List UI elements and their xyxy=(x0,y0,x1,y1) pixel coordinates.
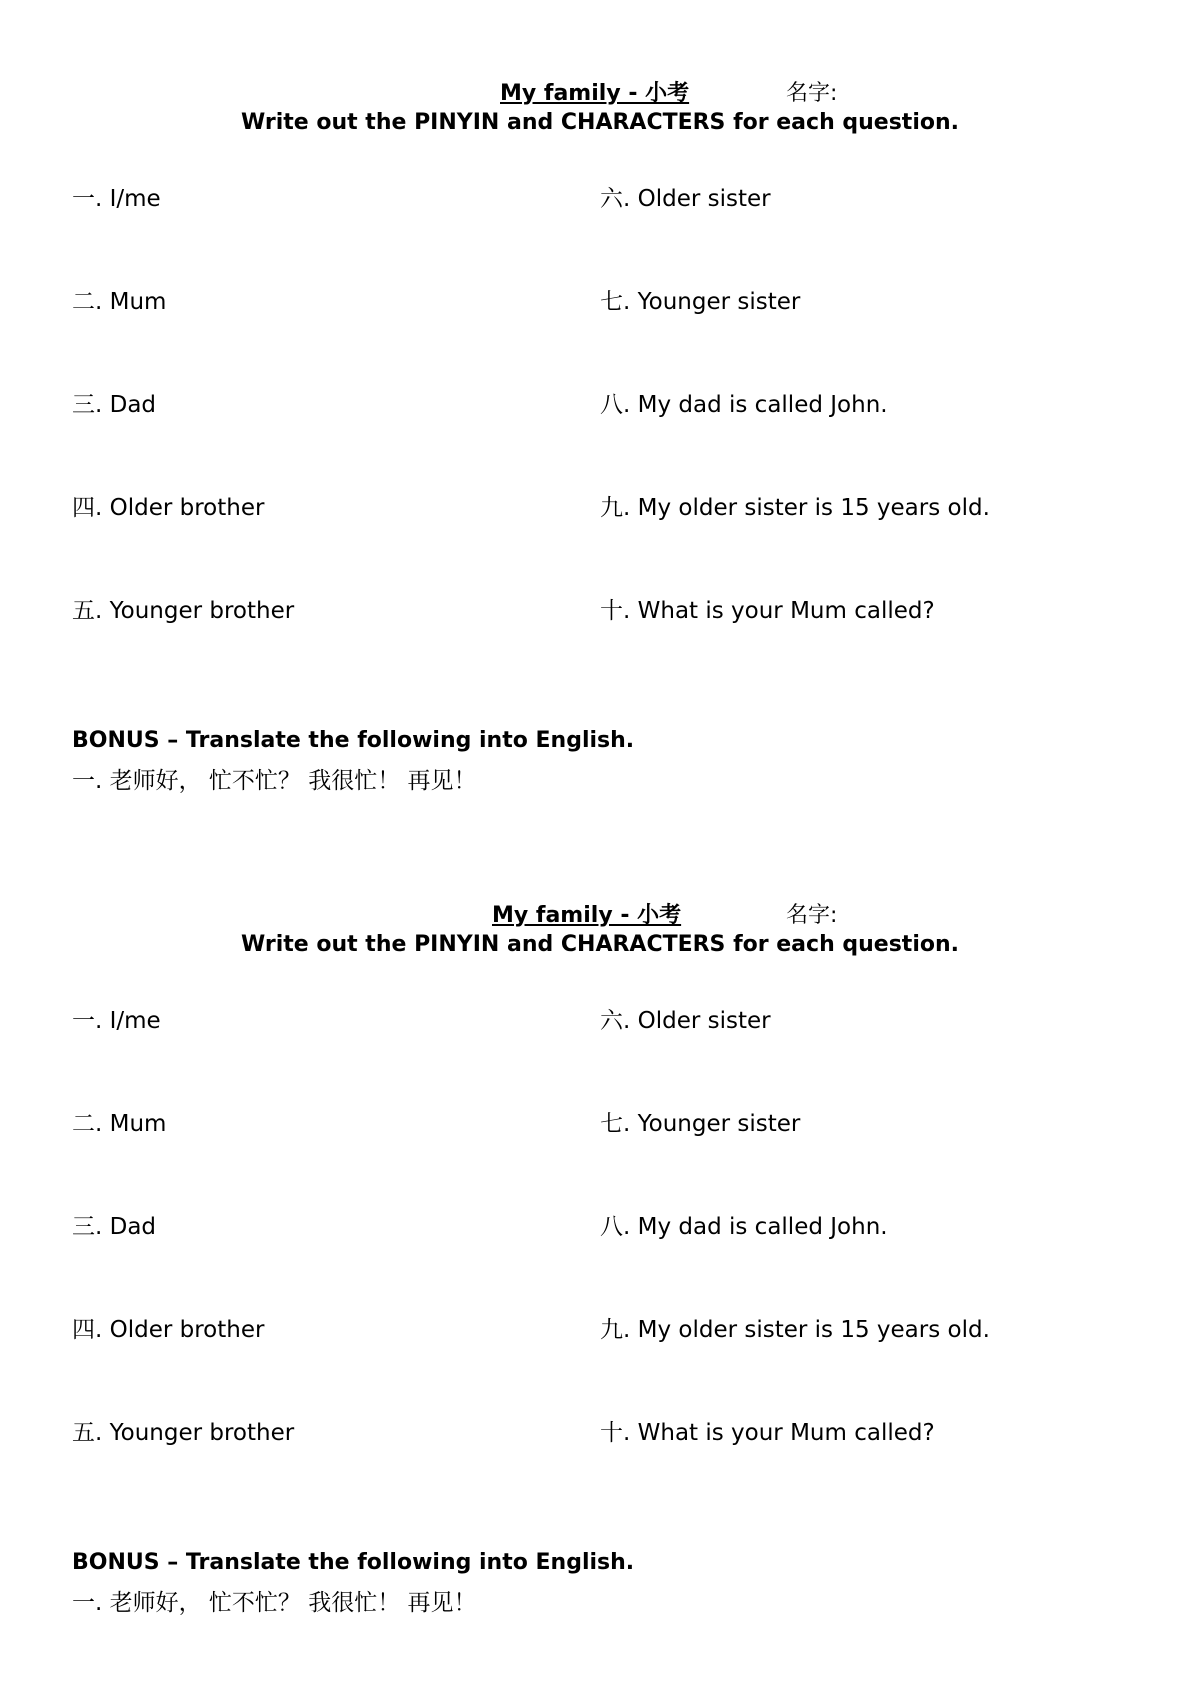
question-8: 八. My dad is called John. xyxy=(600,1214,888,1240)
question-5: 五. Younger brother xyxy=(72,1420,295,1446)
bonus-question: 一. 老师好， 忙不忙？ 我很忙！ 再见！ xyxy=(72,1590,477,1616)
worksheet-2 xyxy=(0,822,1200,1622)
worksheet-1 xyxy=(0,0,1200,800)
worksheet-title: My family - 小考 xyxy=(500,81,690,106)
question-6: 六. Older sister xyxy=(600,186,771,212)
question-3: 三. Dad xyxy=(72,392,157,418)
bonus-question: 一. 老师好， 忙不忙？ 我很忙！ 再见！ xyxy=(72,768,477,794)
question-4: 四. Older brother xyxy=(72,1317,265,1343)
question-8: 八. My dad is called John. xyxy=(600,392,888,418)
question-9: 九. My older sister is 15 years old. xyxy=(600,495,990,521)
question-10: 十. What is your Mum called? xyxy=(600,1420,935,1446)
question-7: 七. Younger sister xyxy=(600,289,801,315)
title-line xyxy=(0,898,1200,932)
question-1: 一. I/me xyxy=(72,1008,161,1034)
question-2: 二. Mum xyxy=(72,1111,167,1137)
question-5: 五. Younger brother xyxy=(72,598,295,624)
title-line xyxy=(0,76,1200,110)
instructions: Write out the PINYIN and CHARACTERS for each question. xyxy=(240,932,960,957)
name-label: 名字: xyxy=(786,903,838,928)
worksheet-title: My family - 小考 xyxy=(492,903,682,928)
question-6: 六. Older sister xyxy=(600,1008,771,1034)
question-4: 四. Older brother xyxy=(72,495,265,521)
question-1: 一. I/me xyxy=(72,186,161,212)
bonus-title: BONUS – Translate the following into English. xyxy=(72,728,635,753)
question-10: 十. What is your Mum called? xyxy=(600,598,935,624)
question-2: 二. Mum xyxy=(72,289,167,315)
bonus-title: BONUS – Translate the following into English. xyxy=(72,1550,635,1575)
question-3: 三. Dad xyxy=(72,1214,157,1240)
name-label: 名字: xyxy=(786,81,838,106)
question-7: 七. Younger sister xyxy=(600,1111,801,1137)
instructions: Write out the PINYIN and CHARACTERS for each question. xyxy=(240,110,960,135)
question-9: 九. My older sister is 15 years old. xyxy=(600,1317,990,1343)
